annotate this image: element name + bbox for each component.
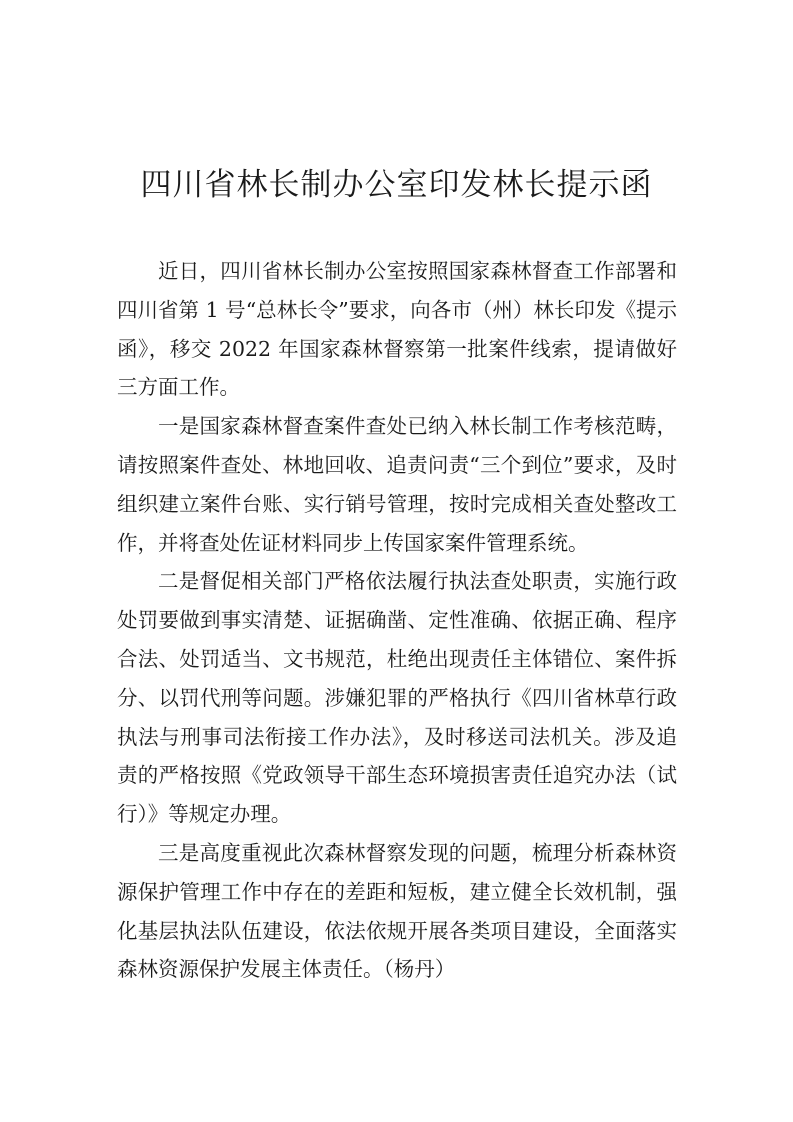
paragraph-point-two: 二是督促相关部门严格依法履行执法查处职责，实施行政处罚要做到事实清楚、证据确凿、定性准确、依据正确、程序合法、处罚适当、文书规范，杜绝出现责任主体错位、案件拆分、以罚代刑等问题。涉嫌犯罪的严格执行《四川省林草行政执法与刑事司法衔接工作办法》，及时移送司法机关。涉及追责的严格按照《党政领导干部生态环境损害责任追究办法（试行）》等规定办理。 (117, 569, 677, 827)
paragraph-intro: 近日，四川省林长制办公室按照国家森林督查工作部署和四川省第 1 号“总林长令”要求，向各市（州）林长印发《提示函》，移交 2022 年国家森林督察第一批案件线索，提请做好三方面工作。 (117, 259, 677, 400)
document-body (117, 252, 677, 989)
document-title: 四川省林长制办公室印发林长提示函 (140, 167, 653, 203)
paragraph-point-three: 三是高度重视此次森林督察发现的问题，梳理分析森林资源保护管理工作中存在的差距和短板，建立健全长效机制，强化基层执法队伍建设，依法依规开展各类项目建设，全面落实森林资源保护发展主体责任。（杨丹） (117, 840, 677, 982)
paragraph-point-one: 一是国家森林督查案件查处已纳入林长制工作考核范畴，请按照案件查处、林地回收、追责问责“三个到位”要求，及时组织建立案件台账、实行销号管理，按时完成相关查处整改工作，并将查处佐证材料同步上传国家案件管理系统。 (117, 414, 677, 555)
